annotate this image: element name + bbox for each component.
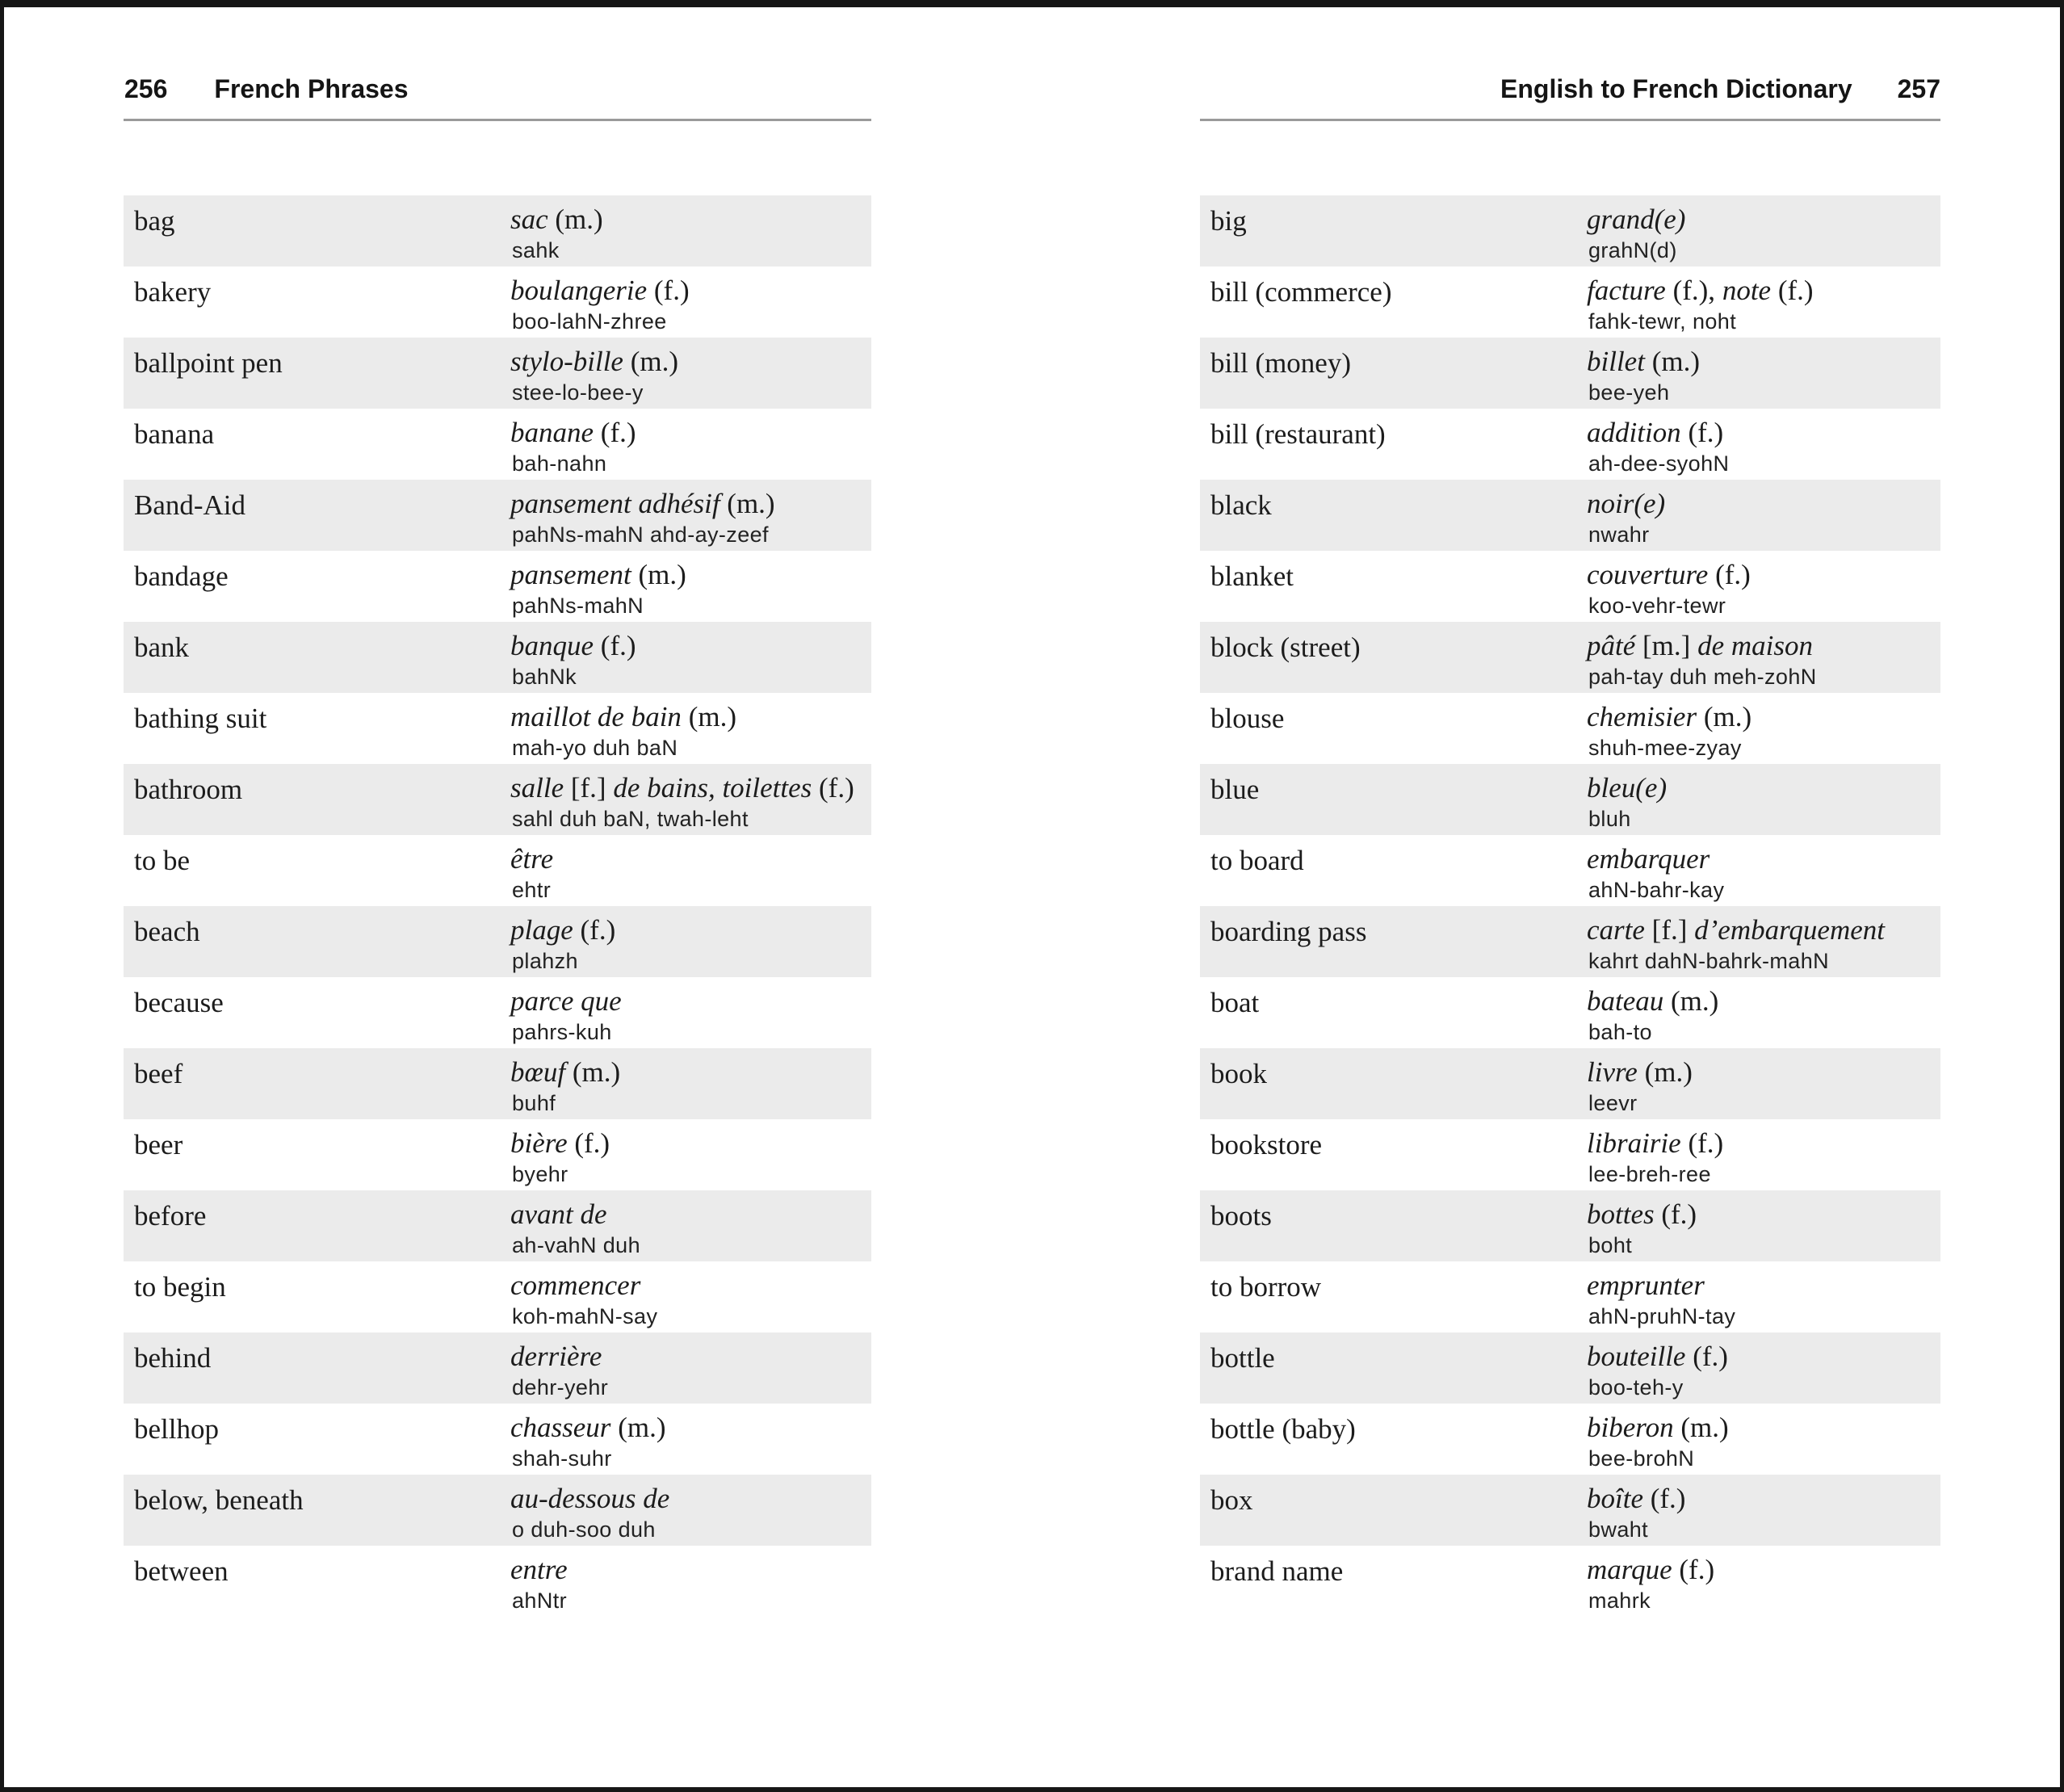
pronunciation-text: shah-suhr [512,1446,612,1471]
table-row [124,835,871,906]
translation-cell [510,1199,607,1231]
translation-french-text: pâté [1587,630,1636,661]
term-cell: beer [134,1129,183,1160]
translation-cell [510,631,636,662]
term-cell: to board [1210,845,1304,876]
pronunciation-text: buhf [512,1091,556,1115]
translation-cell [510,1270,640,1302]
translation-cell [1587,418,1723,449]
gender-marker: (f.) [812,772,854,804]
term-cell: because [134,987,224,1018]
translation-cell [1587,1128,1723,1160]
translation-french-text: bière [510,1127,568,1159]
translation-french-text: bottes [1587,1198,1655,1230]
translation-french-text: bœuf [510,1056,566,1088]
gender-marker: (f.) [1642,1483,1686,1514]
translation-cell [510,915,615,946]
gender-marker: [f.] [1644,914,1695,946]
table-row [124,409,871,480]
pronunciation-text: lee-breh-ree [1588,1162,1711,1186]
left-page-number: 256 [124,74,168,103]
pronunciation-text: ah-vahN duh [512,1233,641,1257]
translation-cell [510,1484,669,1515]
table-row [1200,1190,1940,1261]
term-cell: box [1210,1484,1253,1516]
table-row [124,693,871,764]
translation-cell [1587,773,1667,804]
gender-marker: (f.) [1680,1127,1724,1159]
translation-french-text: carte [1587,914,1645,946]
term-cell: bag [134,205,175,237]
translation-cell [510,1555,568,1586]
translation-cell [1587,204,1685,236]
term-cell: book [1210,1058,1267,1089]
translation-french-text: facture [1587,275,1666,306]
translation-french-text: billet [1587,346,1645,377]
pronunciation-text: boht [1588,1233,1633,1257]
pronunciation-text: leevr [1588,1091,1638,1115]
table-row [124,1332,871,1404]
table-row [124,764,871,835]
translation-french-text: de bains, toilettes [613,772,812,804]
table-row [1200,622,1940,693]
term-cell: bookstore [1210,1129,1323,1160]
pronunciation-text: bee-brohN [1588,1446,1695,1471]
translation-cell [1587,702,1751,733]
translation-french-text: boulangerie [510,275,648,306]
translation-french-text: chasseur [510,1412,611,1443]
table-row [1200,338,1940,409]
translation-cell [1587,986,1718,1018]
translation-cell [1587,915,1885,946]
gender-marker: [f.] [564,772,614,804]
right-header-rule [1200,119,1940,121]
term-cell: bandage [134,560,229,592]
term-cell: blouse [1210,703,1285,734]
table-row [124,622,871,693]
translation-french-text: banane [510,417,594,448]
term-cell: bill (commerce) [1210,276,1392,308]
term-cell: to borrow [1210,1271,1322,1303]
translation-cell [510,418,636,449]
table-row [124,1475,871,1546]
translation-cell [1587,275,1814,307]
term-cell: block (street) [1210,632,1361,663]
translation-french-text: addition [1587,417,1681,448]
pronunciation-text: shuh-mee-zyay [1588,736,1742,760]
translation-french-text: noir(e) [1587,488,1666,519]
pronunciation-text: bwaht [1588,1517,1649,1542]
translation-cell [1587,346,1700,378]
gender-marker: (m.) [631,559,686,590]
pronunciation-text: plahzh [512,949,578,973]
pronunciation-text: nwahr [1588,522,1650,547]
gender-marker: (f.) [594,417,636,448]
table-row [124,906,871,977]
pronunciation-text: byehr [512,1162,568,1186]
term-cell: behind [134,1342,212,1374]
table-row [124,977,871,1048]
table-row [124,338,871,409]
translation-french-text: livre [1587,1056,1638,1088]
pronunciation-text: mah-yo duh baN [512,736,678,760]
translation-french-text: boîte [1587,1483,1643,1514]
table-row [1200,1332,1940,1404]
pronunciation-text: bee-yeh [1588,380,1670,405]
table-row [1200,551,1940,622]
term-cell: before [134,1200,207,1232]
term-cell: between [134,1555,229,1587]
term-cell: black [1210,489,1272,521]
pronunciation-text: ahNtr [512,1588,568,1613]
table-row [1200,906,1940,977]
translation-cell [1587,631,1813,662]
translation-french-text: emprunter [1587,1270,1705,1301]
term-cell: bill (money) [1210,347,1351,379]
translation-french-text: au-dessous de [510,1483,670,1514]
translation-french-text: stylo-bille [510,346,623,377]
term-cell: below, beneath [134,1484,304,1516]
translation-cell [1587,1412,1729,1444]
table-row [124,1119,871,1190]
translation-french-text: salle [510,772,564,804]
gender-marker: (m.) [565,1056,621,1088]
term-cell: ballpoint pen [134,347,283,379]
pronunciation-text: pahrs-kuh [512,1020,612,1044]
translation-french-text: parce que [510,985,622,1017]
table-row [1200,480,1940,551]
left-header-rule [124,119,871,121]
pronunciation-text: bah-to [1588,1020,1652,1044]
pronunciation-text: pahNs-mahN ahd-ay-zeef [512,522,769,547]
term-cell: Band-Aid [134,489,246,521]
translation-french-text: marque [1587,1554,1672,1585]
pronunciation-text: koh-mahN-say [512,1304,658,1328]
translation-cell [510,702,736,733]
table-row [124,551,871,622]
term-cell: beach [134,916,200,947]
translation-cell [1587,560,1751,591]
translation-french-text: banque [510,630,594,661]
pronunciation-text: dehr-yehr [512,1375,609,1400]
pronunciation-text: bah-nahn [512,451,607,476]
translation-french-text: bateau [1587,985,1664,1017]
gender-marker: (f.) [1680,417,1724,448]
table-row [124,480,871,551]
translation-cell [1587,1270,1705,1302]
pronunciation-text: boo-teh-y [1588,1375,1684,1400]
term-cell: banana [134,418,215,450]
pronunciation-text: pah-tay duh meh-zohN [1588,665,1817,689]
table-row [1200,409,1940,480]
pronunciation-text: grahN(d) [1588,238,1677,262]
dictionary-table-left [124,195,871,1617]
gender-marker: (m.) [1673,1412,1729,1443]
table-row [1200,1119,1940,1190]
term-cell: boat [1210,987,1260,1018]
gender-marker: (f.) [1654,1198,1697,1230]
gender-marker: (m.) [623,346,679,377]
pronunciation-text: sahl duh baN, twah-leht [512,807,749,831]
gender-marker: (f.) [1708,559,1751,590]
table-row [1200,1261,1940,1332]
left-page-header [124,76,409,102]
pronunciation-text: ah-dee-syohN [1588,451,1730,476]
translation-cell [510,560,686,591]
gender-marker: (m.) [1697,701,1752,732]
table-row [1200,195,1940,266]
translation-cell [1587,844,1710,875]
translation-french-text: couverture [1587,559,1709,590]
table-row [124,1048,871,1119]
translation-french-text: commencer [510,1270,641,1301]
table-row [124,266,871,338]
table-row [1200,835,1940,906]
translation-french-text: grand(e) [1587,204,1686,235]
gender-marker: (m.) [1637,1056,1693,1088]
term-cell: bill (restaurant) [1210,418,1386,450]
gender-marker: (f.) [573,914,616,946]
translation-french-text: de maison [1697,630,1813,661]
dictionary-table-right [1200,195,1940,1617]
translation-french-text: pansement [510,559,631,590]
table-row [1200,1404,1940,1475]
gender-marker: (f.) [1672,1554,1715,1585]
translation-french-text: chemisier [1587,701,1697,732]
term-cell: bakery [134,276,212,308]
table-row [1200,1475,1940,1546]
pronunciation-text: ahN-bahr-kay [1588,878,1725,902]
pronunciation-text: ehtr [512,878,552,902]
term-cell: to be [134,845,191,876]
gender-marker: (f.) [594,630,636,661]
term-cell: bathing suit [134,703,267,734]
table-row [124,1404,871,1475]
term-cell: blanket [1210,560,1294,592]
gender-marker: (f.) [567,1127,610,1159]
translation-cell [510,346,678,378]
right-page-title: English to French Dictionary [1500,74,1852,103]
translation-cell [510,1412,665,1444]
pronunciation-text: o duh-soo duh [512,1517,656,1542]
translation-cell [510,844,553,875]
translation-french-text: sac [510,204,548,235]
translation-french-text: note [1722,275,1772,306]
table-row [124,1190,871,1261]
term-cell: brand name [1210,1555,1344,1587]
gender-marker: (m.) [1663,985,1719,1017]
pronunciation-text: boo-lahN-zhree [512,309,667,334]
gender-marker: (f.) [1771,275,1814,306]
translation-cell [510,1128,610,1160]
pronunciation-text: fahk-tewr, noht [1588,309,1737,334]
term-cell: bathroom [134,774,243,805]
gender-marker: [m.] [1635,630,1698,661]
term-cell: bank [134,632,190,663]
table-row [1200,1048,1940,1119]
pronunciation-text: bluh [1588,807,1631,831]
translation-cell [1587,1484,1685,1515]
term-cell: beef [134,1058,183,1089]
translation-french-text: pansement adhésif [510,488,720,519]
translation-cell [1587,1555,1714,1586]
gender-marker: (m.) [681,701,736,732]
pronunciation-text: sahk [512,238,560,262]
pronunciation-text: ahN-pruhN-tay [1588,1304,1736,1328]
translation-cell [510,204,603,236]
translation-cell [1587,489,1665,520]
translation-french-text: avant de [510,1198,607,1230]
translation-french-text: derrière [510,1341,602,1372]
table-row [1200,693,1940,764]
gender-marker: (f.) [1685,1341,1728,1372]
translation-cell [510,773,854,804]
term-cell: bottle [1210,1342,1275,1374]
translation-french-text: entre [510,1554,568,1585]
table-row [1200,266,1940,338]
pronunciation-text: mahrk [1588,1588,1651,1613]
translation-cell [510,986,622,1018]
table-row [124,1546,871,1617]
pronunciation-text: stee-lo-bee-y [512,380,644,405]
translation-french-text: maillot de bain [510,701,682,732]
gender-marker: (m.) [610,1412,666,1443]
table-row [1200,977,1940,1048]
translation-french-text: embarquer [1587,843,1710,875]
translation-cell [510,489,775,520]
table-row [124,1261,871,1332]
gender-marker: (f.) [647,275,690,306]
translation-cell [1587,1199,1697,1231]
translation-french-text: bleu(e) [1587,772,1668,804]
translation-french-text: plage [510,914,573,946]
table-row [1200,764,1940,835]
term-cell: blue [1210,774,1260,805]
pronunciation-text: pahNs-mahN [512,594,644,618]
table-row [1200,1546,1940,1617]
gender-marker: (m.) [719,488,775,519]
term-cell: boarding pass [1210,916,1367,947]
gender-marker: (f.), [1665,275,1722,306]
term-cell: big [1210,205,1247,237]
translation-french-text: d’embarquement [1694,914,1885,946]
right-page-header [1500,76,1940,102]
translation-cell [510,1341,602,1373]
translation-french-text: être [510,843,554,875]
translation-cell [510,275,690,307]
translation-french-text: bouteille [1587,1341,1686,1372]
translation-french-text: biberon [1587,1412,1674,1443]
gender-marker: (m.) [547,204,603,235]
gender-marker: (m.) [1644,346,1700,377]
term-cell: bottle (baby) [1210,1413,1356,1445]
term-cell: boots [1210,1200,1272,1232]
translation-cell [510,1057,620,1089]
term-cell: bellhop [134,1413,219,1445]
term-cell: to begin [134,1271,226,1303]
pronunciation-text: bahNk [512,665,577,689]
table-row [124,195,871,266]
translation-french-text: librairie [1587,1127,1681,1159]
translation-cell [1587,1341,1728,1373]
right-page-number: 257 [1897,74,1940,103]
pronunciation-text: kahrt dahN-bahrk-mahN [1588,949,1830,973]
translation-cell [1587,1057,1693,1089]
left-page-title: French Phrases [214,74,409,103]
pronunciation-text: koo-vehr-tewr [1588,594,1726,618]
